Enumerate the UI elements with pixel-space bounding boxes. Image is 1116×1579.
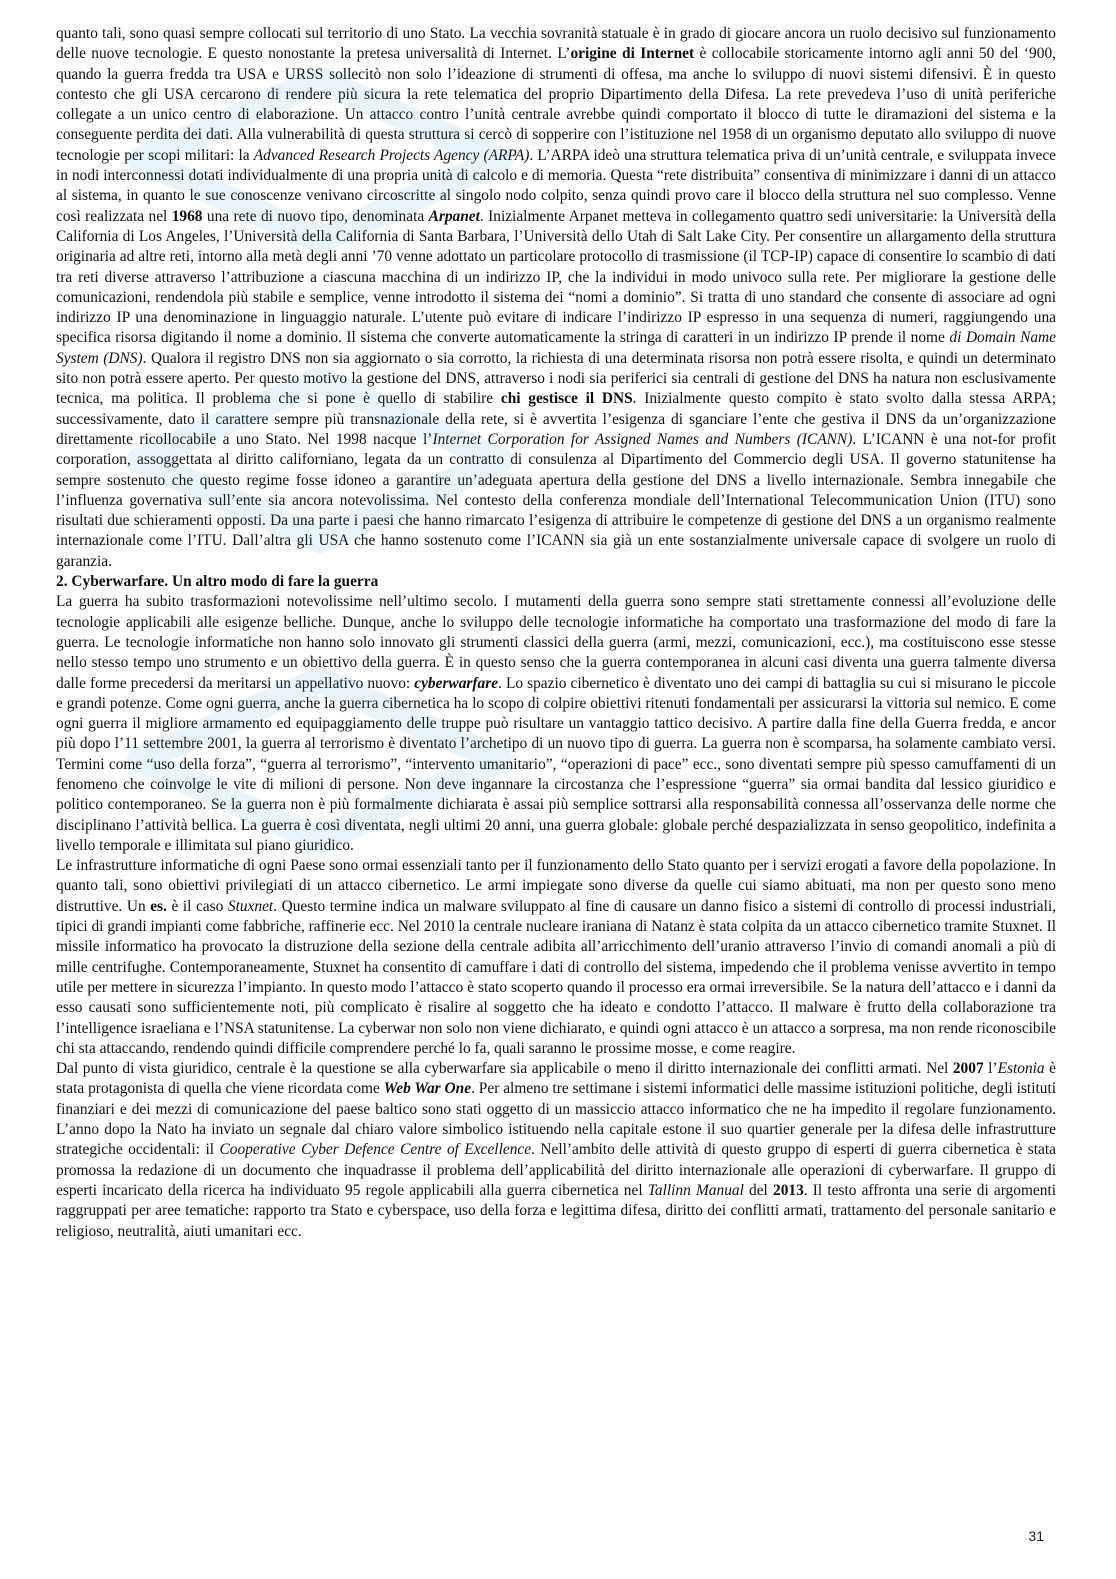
paragraph [56, 592, 1056, 856]
italic-text: di Domain Name System (DNS) [56, 329, 1056, 367]
text-run: . L’ARPA ideò una struttura telematica priva di un’unità centrale, e sviluppata invece in nodi interconnessi dotati individualmente di una propria unità di calcolo e di memoria. Questa “rete distribuita” consentiva di minimizzare i danni di un attacco al sistema, in quanto le sue conoscenze venivano circoscritte al singolo nodo colpito, senza quindi provo care il blocco della struttura nel suo complesso. Venne così realizzata nel [56, 146, 1057, 225]
paragraph [56, 1059, 1056, 1242]
italic-text: Tallinn Manual [647, 1181, 744, 1199]
bold-text: 2013 [773, 1181, 804, 1199]
text-run: . Inizialmente questo compito è stato svolto dalla stessa ARPA; successivamente, dato il carattere sempre più transnazionale della rete, si è avvertita l’esigenza di sganciare l’ente che gestiva il DNS da un’organizzazione direttamente ricollocabile a uno Stato. Nel 1998 nacque l’ [56, 390, 1056, 448]
bold-italic-text: Arpanet [428, 207, 480, 225]
bold-text: chi gestisce il DNS [500, 390, 633, 408]
italic-text: Advanced Research Projects Agency (ARPA) [253, 146, 530, 164]
text-run: del [743, 1181, 773, 1199]
section-heading: 2. Cyberwarfare. Un altro modo di fare la guerra [56, 573, 379, 591]
page-number: 31 [1028, 1528, 1044, 1544]
italic-text: Stuxnet [227, 897, 274, 915]
text-run: Le infrastrutture informatiche di ogni Paese sono ormai essenziali tanto per il funzionamento dello Stato quanto per i servizi erogati a favore della popolazione. In quanto tali, sono obiettivi privilegiati di un attacco cibernetico. Le armi impiegate sono diverse da quelle cui siamo abituati, ma non per questo sono meno distruttive. Un [56, 857, 1056, 915]
text-run: Dal punto di vista giuridico, centrale è la questione se alla cyberwarfare sia applicabile o meno il diritto internazionale dei conflitti armati. Nel [56, 1060, 953, 1078]
text-run: una rete di nuovo tipo, denominata [202, 207, 429, 225]
bold-italic-text: Web War One [383, 1080, 472, 1098]
text-run: . Qualora il registro DNS non sia aggiornato o sia corrotto, la richiesta di una determinata risorsa non potrà essere risolta, e quindi un determinato sito non potrà essere aperto. Per questo motivo la gestione del DNS, attraverso i nodi sia periferici sia centrali di gestione del DNS ha natura non esclusivamente tecnica, ma politica. Il problema che si pone è quello di stabilire [56, 349, 1056, 408]
text-run: . L’ICANN è una not-for profit corporation, assoggettata al diritto californiano, legata da un contratto di consulenza al Dipartimento del Commercio degli USA. Il governo statunitense ha sempre sostenuto che questo regime fosse idoneo a garantire un’adeguata apertura della gestione del DNS a livello internazionale. Sembra innegabile che l’influenza governativa sull’ente sia ancora notevolissima. Nel contesto della conferenza mondiale dell’International Telecommunication Union (ITU) sono risultati due schieramenti opposti. Da una parte i paesi che hanno rimarcato l’esigenza di attribuire le competenze di gestione del DNS a un organismo realmente internazionale come l’ITU. Dall’altra gli USA che hanno sostenuto come l’ICANN sia già un ente sostanzialmente universale capace di svolgere un ruolo di garanzia. [56, 430, 1057, 570]
paragraph [56, 24, 1056, 572]
italic-text: Estonia [997, 1060, 1045, 1078]
text-run: . Questo termine indica un malware sviluppato al fine di causare un danno fisico a sistemi di controllo di processi industriali, tipici di grandi impianti come fabbriche, raffinerie ecc. Nel 2010 la centrale nucleare iraniana di Natanz è stata colpita da un attacco cibernetico tramite Stuxnet. Il missile informatico ha provocato la distruzione della sezione della centrale adibita all’arricchimento dell’uranio attraverso l’invio di comandi anomali a più di mille centrifughe. Contemporaneamente, Stuxnet ha consentito di camuffare i dati di controllo del sistema, impedendo che il problema venisse avvertito in tempo utile per mettere in sicurezza l’impianto. In questo modo l’attacco è stato scoperto quando il processo era ormai irreversibile. Se la natura dell’attacco e i danni da esso causati sono sufficientemente noti, più complicato è risalire al soggetto che ha ideato e condotto l’attacco. Il malware è frutto della collaborazione tra l’intelligence israeliana e l’NSA statunitense. La cyberwar non solo non viene dichiarato, e quindi ogni attacco è un attacco a sorpresa, ma non rende riconoscibile chi sta attaccando, rendendo quindi difficile comprendere perché lo fa, quali saranno le prossime mosse, e come reagire. [56, 897, 1057, 1057]
text-run: . Nell’ambito delle attività di questo gruppo di esperti di guerra cibernetica è stata promossa la redazione di un documento che inquadrasse il problema dell’applicabilità del diritto internazionale alle operazioni di cyberwarfare. Il gruppo di esperti incaricato della ricerca ha individuato 95 regole applicabili alla guerra cibernetica nel [56, 1141, 1056, 1199]
text-run: . Per almeno tre settimane i sistemi informatici delle massime istituzioni politiche, degli istituti finanziari e dei mezzi di comunicazione del paese baltico sono stati oggetto di un massiccio attacco informatico che ne ha impedito il regolare funzionamento. L’anno dopo la Nato ha inviato un segnale dal chiaro valore simbolico istituendo nella capitale estone il suo quartier generale per la difesa delle infrastrutture strategiche occidentali: il [56, 1080, 1056, 1159]
text-run: è stata protagonista di quella che viene ricordata come [56, 1060, 1057, 1098]
text-run: l’ [983, 1060, 998, 1078]
text-run: quanto tali, sono quasi sempre collocati sul territorio di uno Stato. La vecchia sovranità statuale è in grado di giocare ancora un ruolo decisivo sul funzionamento delle nuove tecnologie. E questo nonostante la pretesa universalità di Internet. L’ [56, 25, 1056, 63]
bold-text: es. [150, 897, 167, 915]
text-run: . Inizialmente Arpanet metteva in collegamento quattro sedi universitarie: la Università della California di Los Angeles, l’Università della California di Santa Barbara, l’Università dello Utah di Salt Lake City. Per consentire un allargamento della struttura originaria ad altre reti, intorno alla metà degli anni ’70 venne adottato un particolare protocollo di trasmissione (il TCP-IP) capace di consentire lo scambio di dati tra reti diverse attraverso l’attribuzione a ciascuna macchina di un indirizzo IP, che la individui in modo univoco sulla rete. Per migliorare la gestione delle comunicazioni, rendendola più stabile e semplice, venne introdotto il sistema dei “nomi a dominio”. Si tratta di uno standard che consente di associare ad ogni indirizzo IP una denominazione in linguaggio naturale. L’utente può evitare di indicare l’indirizzo IP espresso in una sequenza di numeri, raggiungendo una specifica risorsa digitando il nome a dominio. Il sistema che converte automaticamente la stringa di caratteri in un indirizzo IP prende il nome [56, 207, 1056, 347]
bold-italic-text: cyberwarfare [414, 674, 499, 692]
bold-text: 2007 [952, 1060, 984, 1078]
text-run: . Lo spazio cibernetico è diventato uno dei campi di battaglia su cui si misurano le piccole e grandi potenze. Come ogni guerra, anche la guerra cibernetica ha lo scopo di colpire obiettivi ritenuti fondamentali per assicurarsi la vittoria sul nemico. E come ogni guerra il migliore armamento ed equipaggiamento delle truppe può risultare un vantaggio tattico decisivo. A partire dalla fine della Guerra fredda, e ancor più dopo l’11 settembre 2001, la guerra al terrorismo è diventato l’archetipo di un nuovo tipo di guerra. La guerra non è scomparsa, ha solamente cambiato versi. Termini come “uso della forza”, “guerra al terrorismo”, “intervento umanitario”, “operazioni di pace” ecc., sono diventati sempre più spesso camuffamenti di un fenomeno che coinvolge le vite di milioni di persone. Non deve ingannare la circostanza che l’espressione “guerra” sia ormai bandita dal lessico giuridico e politico contemporaneo. Se la guerra non è più formalmente dichiarata è assai più semplice sottrarsi alla responsabilità connessa all’osservanza delle norme che disciplinano l’attività bellica. La guerra è così diventata, negli ultimi 20 anni, una guerra globale: globale perché despazializzata in senso geopolitico, indefinita a livello temporale e illimitata sul piano giuridico. [56, 674, 1056, 854]
paragraph [56, 856, 1056, 1059]
bold-text: origine di Internet [570, 45, 695, 63]
body-text [56, 24, 1056, 1242]
text-run: è collocabile storicamente intorno agli anni 50 del ‘900, quando la guerra fredda tra USA e URSS sollecitò non solo l’ideazione di strumenti di offesa, ma anche lo sviluppo di nuovi sistemi difensivi. È in questo contesto che gli USA cercarono di rendere più sicura la rete telematica del proprio Dipartimento della Difesa. La rete prevedeva l’uso di unità periferiche collegate a un unico centro di elaborazione. Un attacco contro l’unità centrale avrebbe quindi comportato il blocco di tutte le diramazioni del sistema e la conseguente perdita dei dati. Alla vulnerabilità di questa struttura si cercò di sopperire con l’istituzione nel 1958 di un organismo deputato allo sviluppo di nuove tecnologie per scopi militari: la [56, 45, 1056, 164]
italic-text: Internet Corporation for Assigned Names and Numbers (ICANN) [432, 430, 853, 448]
bold-text: 1968 [171, 207, 203, 225]
text-run: . Il testo affronta una serie di argomenti raggruppati per aree tematiche: rapporto tra Stato e cyberspace, uso della forza e legittima difesa, diritto dei conflitti armati, trattamento del personale sanitario e religioso, neutralità, aiuti umanitari ecc. [56, 1181, 1056, 1240]
text-run: La guerra ha subito trasformazioni notevolissime nell’ultimo secolo. I mutamenti della guerra sono sempre stati strettamente connessi all’evoluzione delle tecnologie applicabili alle esigenze belliche. Dunque, anche lo sviluppo delle tecnologie informatiche ha comportato una trasformazione del modo di fare la guerra. Le tecnologie informatiche non hanno solo innovato gli strumenti classici della guerra (armi, mezzi, comunicazioni, ecc.), ma costituiscono esse stesse nello stesso tempo uno strumento e un obiettivo della guerra. È in questo senso che la guerra contemporanea in alcuni casi diventa una guerra talmente diversa dalle forme precedersi da meritarsi un appellativo nuovo: [56, 593, 1056, 692]
italic-text: Cooperative Cyber Defence Centre of Excellence [219, 1141, 532, 1159]
text-run: è il caso [166, 897, 228, 915]
